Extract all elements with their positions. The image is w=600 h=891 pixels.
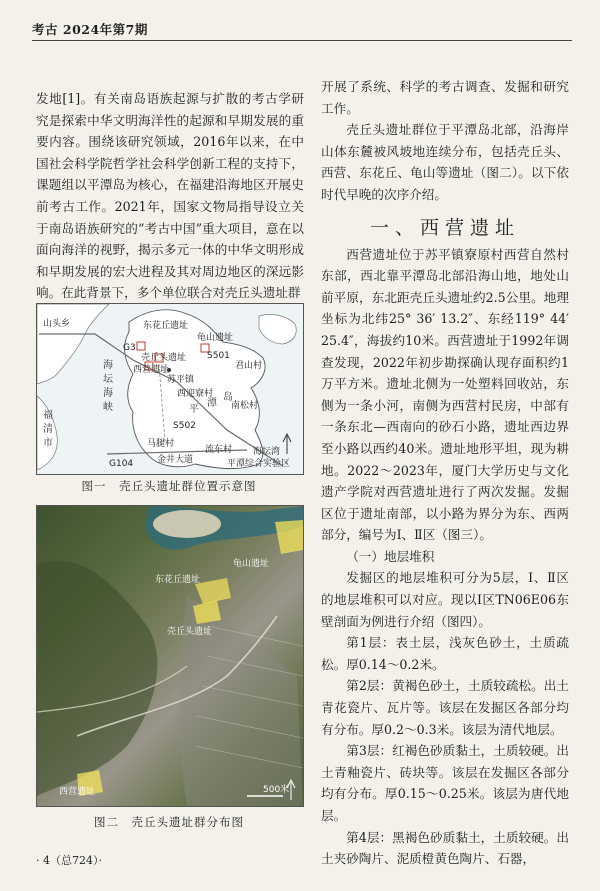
map-label-donghuaqiu: 东花丘遗址 xyxy=(143,321,189,331)
map-label-xiying: 西营遗址 xyxy=(133,365,170,375)
left-column xyxy=(36,88,304,304)
map-label-s502: S502 xyxy=(173,421,196,431)
journal-issue: 2024年第7期 xyxy=(62,22,148,37)
figure-2-caption: 图二 壳丘头遗址群分布图 xyxy=(94,815,244,829)
figure-1-map xyxy=(36,303,304,475)
figure-1-caption: 图一 壳丘头遗址群位置示意图 xyxy=(81,479,257,493)
map-label-haitanwan: 海坛湾 xyxy=(253,447,281,457)
subsection-heading: （一）地层堆积 xyxy=(346,548,435,564)
right-paragraph-1: 开展了系统、科学的考古调查、发掘和研究工作。 xyxy=(321,79,569,116)
right-paragraph-3: 西营遗址位于苏平镇寮原村西营自然村东部，西北靠平潭岛北部沿海山地，地处山前平原，东北距壳丘头遗址约2.5公里。地理坐标为北纬25° 36′ 13.2″、东经119° 44′ 25.4″，海拔约10米。西营遗址于1992年调查发现，2022年初步勘探确认现存面积约1万平方米。遗址北侧为一处塑料回收站，东侧为一条小河，南侧为西营村民房，中部有一条东北—西南向的砂石小路，遗址西边界至小路以西约40米。遗址地形平坦，现为耕地。2022～2023年，厦门大学历史与文化遗产学院对西营遗址进行了两次发掘。发掘区位于遗址南部，以小路为界分为东、西两部分，编号为Ⅰ、Ⅱ区（图三）。 xyxy=(321,246,569,543)
map-label-matui: 马腿村 xyxy=(147,439,175,449)
map-label-dao: 岛 xyxy=(223,392,233,403)
map-label-suping: 苏平镇 xyxy=(167,375,195,385)
layer-1-paragraph: 第1层：表土层，浅灰色砂土，土质疏松。厚0.14～0.2米。 xyxy=(321,635,569,672)
scale-bar-label: 500米 xyxy=(263,785,290,795)
map-label-s501: S501 xyxy=(207,351,230,361)
sat-label-donghuaqiu: 东花丘遗址 xyxy=(155,575,201,585)
map-label-fuqing-3: 市 xyxy=(43,438,53,449)
map-label-tan: 潭 xyxy=(207,398,217,409)
left-paragraph: 发地[1]。有关南岛语族起源与扩散的考古学研究是探索中华文明海洋性的起源和早期发展的重要内容。围绕该研究领域，2016年以来，在中国社会科学院哲学社会科学创新工程的支持下，课题组以平潭岛为核心，在福建沿海地区开展史前考古工作。2021年，国家文物局指导设立关于南岛语族研究的“考古中国”重大项目，意在以面向海洋的视野，揭示多元一体的中华文明形成和早期发展的宏大进程及其对周边地区的深远影响。在此背景下，多个单位联合对壳丘头遗址群 xyxy=(36,91,304,301)
map-label-strait-3: 海 xyxy=(103,388,113,399)
map-label-fuqing-1: 福 xyxy=(43,410,53,421)
map-label-jinjing: 金井大道 xyxy=(157,455,194,465)
sat-label-keqiutou: 壳丘头遗址 xyxy=(167,627,213,637)
map-label-fuqing-2: 清 xyxy=(43,424,53,435)
map-label-ping: 平 xyxy=(189,404,199,415)
map-label-guishan: 龟山遗址 xyxy=(197,333,234,343)
figure-2-satellite xyxy=(36,505,304,807)
journal-name: 考古 xyxy=(32,22,59,37)
sat-label-guishan: 龟山遗址 xyxy=(233,559,270,569)
location-map-svg xyxy=(37,304,303,474)
header-rule xyxy=(32,40,572,41)
map-label-liudong: 流东村 xyxy=(205,445,233,455)
right-column xyxy=(321,76,569,870)
right-paragraph-2: 壳丘头遗址群位于平潭岛北部，沿海岸山体东麓被风坡地连续分布，包括壳丘头、西营、东花丘、龟山等遗址（图二）。以下依时代早晚的次序介绍。 xyxy=(321,122,569,202)
map-label-g104: G104 xyxy=(109,459,134,469)
map-label-junshan: 君山村 xyxy=(235,361,263,371)
page-folio: · 4（总724）· xyxy=(36,854,102,867)
map-label-strait-4: 峡 xyxy=(103,402,113,413)
layer-3-paragraph: 第3层：红褐色砂质黏土，土质较硬。出土青釉瓷片、砖块等。该层在发掘区各部分均有分布。厚0.15～0.25米。该层为唐代地层。 xyxy=(321,743,569,823)
satellite-map-svg xyxy=(37,506,303,806)
layer-2-paragraph: 第2层：黄褐色砂土，土质较疏松。出土青花瓷片、瓦片等。该层在发掘区各部分均有分布。厚0.2～0.3米。该层为清代地层。 xyxy=(321,678,569,737)
running-header xyxy=(32,20,148,38)
map-label-strait-1: 海 xyxy=(103,360,113,371)
section-title: 一、西营遗址 xyxy=(369,216,520,239)
sat-label-xiying: 西营遗址 xyxy=(59,787,96,797)
map-label-g3: G3 xyxy=(123,343,136,353)
map-label-pingtan-zone: 平潭综合实验区 xyxy=(227,459,291,469)
right-paragraph-4: 发掘区的地层堆积可分为5层，Ⅰ、Ⅱ区的地层堆积可以对应。现以Ⅰ区TN06E06东壁剖面为例进行介绍（图四）。 xyxy=(321,570,569,629)
map-label-strait-2: 坛 xyxy=(103,374,113,385)
map-label-xiyingliao: 西迎寮村 xyxy=(177,389,214,399)
map-label-keqiutou: 壳丘头遗址 xyxy=(141,353,187,363)
map-label-shantou: 山头乡 xyxy=(43,319,71,329)
layer-4-paragraph: 第4层：黑褐色砂质黏土，土质较硬。出土夹砂陶片、泥质橙黄色陶片、石器， xyxy=(321,829,569,867)
map-label-nansong: 南松村 xyxy=(231,401,259,411)
